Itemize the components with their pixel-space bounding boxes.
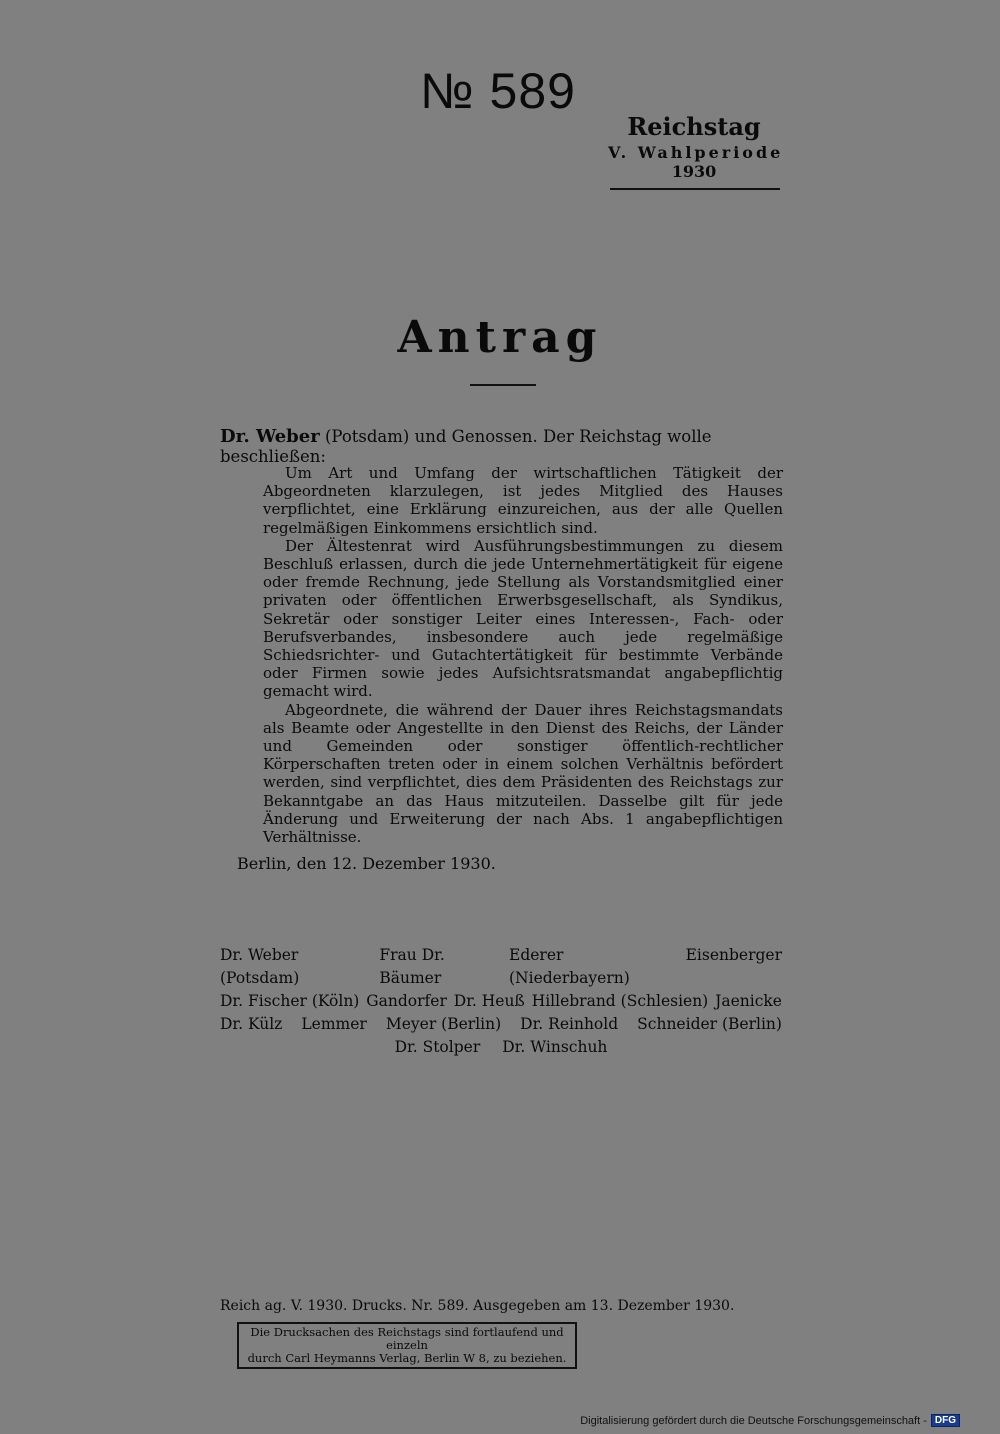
signer: Jaenicke <box>715 992 782 1010</box>
paragraph: Abgeordnete, die während der Dauer ihres Reichstagsmandats als Beamte oder Angestellte in den Dienst des Reichs, der Länder und Gemeinden oder sonstiger öffentlich-rechtlicher Körperschaften treten oder in einem solchen Verhältnis befördert werden, sind verpflichtet, dies dem Präsidenten des Reichstags zur Bekanntgabe an das Haus mitzuteilen. Dasselbe gilt für jede Änderung und Erweiterung der nach Abs. 1 angabepflichtigen Verhältnisse. <box>263 700 783 847</box>
signer: Eisenberger <box>685 946 782 964</box>
digitization-credit <box>580 1414 960 1427</box>
signer: Dr. Stolper <box>394 1038 481 1056</box>
distribution-notice <box>237 1322 577 1369</box>
signer-row <box>220 1036 782 1059</box>
motion-intro <box>220 426 790 466</box>
print-footer: Reich ag. V. 1930. Drucks. Nr. 589. Ausgegeben am 13. Dezember 1930. <box>220 1298 735 1314</box>
signer-row <box>220 990 782 1013</box>
signer: Dr. Reinhold <box>520 1015 619 1033</box>
signer: Gandorfer <box>366 992 447 1010</box>
reichstag-title: Reichstag <box>627 112 761 141</box>
notice-line: durch Carl Heymanns Verlag, Berlin W 8, zu beziehen. <box>247 1351 567 1365</box>
signer-row <box>220 944 782 990</box>
signer: Ederer (Niederbayern) <box>509 946 630 987</box>
dateline: Berlin, den 12. Dezember 1930. <box>237 854 496 873</box>
title-rule <box>470 384 536 386</box>
signer: Frau Dr. Bäumer <box>379 946 445 987</box>
proposer-name: Dr. Weber <box>220 426 320 447</box>
signer: Lemmer <box>301 1015 367 1033</box>
signer: Dr. Fischer (Köln) <box>220 992 360 1010</box>
header-year: 1930 <box>671 162 717 181</box>
signer: Dr. Weber (Potsdam) <box>220 946 300 987</box>
signer: Hillebrand (Schlesien) <box>531 992 709 1010</box>
credit-text: Digitalisierung gefördert durch die Deutsche Forschungsgemeinschaft - <box>580 1414 927 1427</box>
intro-text: (Potsdam) und Genossen. Der Reichstag wolle beschließen: <box>220 427 712 466</box>
signatories <box>220 944 782 1059</box>
paragraph: Der Ältestenrat wird Ausführungsbestimmungen zu diesem Beschluß erlassen, durch die jede Unternehmertätigkeit für eigene oder fremde Rechnung, jede Stellung als Vorstandsmitglied einer privaten oder öffentlichen Erwerbsgesellschaft, als Syndikus, Sekretär oder sonstiger Leiter eines Interessen-, Fach- oder Berufsverbandes, insbesondere auch jede regelmäßige Schiedsrichter- und Gutachtertätigkeit für bestimmte Verbände oder Firmen sowie jedes Aufsichtsratsmandat angabepflichtig gemacht wird. <box>263 536 783 701</box>
header-rule <box>610 188 780 190</box>
document-number: № 589 <box>420 63 576 119</box>
signer: Dr. Külz <box>220 1015 283 1033</box>
signer: Meyer (Berlin) <box>385 1015 502 1033</box>
paragraph: Um Art und Umfang der wirtschaftlichen Tätigkeit der Abgeordneten klarzulegen, ist jedes Mitglied des Hauses verpflichtet, eine Erklärung einzureichen, aus der alle Quellen regelmäßigen Einkommens ersichtlich sind. <box>263 464 783 537</box>
motion-body <box>263 464 783 846</box>
dfg-logo-icon: DFG <box>931 1414 960 1427</box>
reichstag-header <box>608 112 784 181</box>
signer-row <box>220 1013 782 1036</box>
signer: Dr. Winschuh <box>502 1038 608 1056</box>
document-title: Antrag <box>397 312 603 363</box>
notice-line: Die Drucksachen des Reichstags sind fortlaufend und einzeln <box>250 1325 564 1352</box>
signer: Dr. Heuß <box>453 992 525 1010</box>
election-period: V. Wahlperiode <box>608 143 784 162</box>
signer: Schneider (Berlin) <box>637 1015 782 1033</box>
